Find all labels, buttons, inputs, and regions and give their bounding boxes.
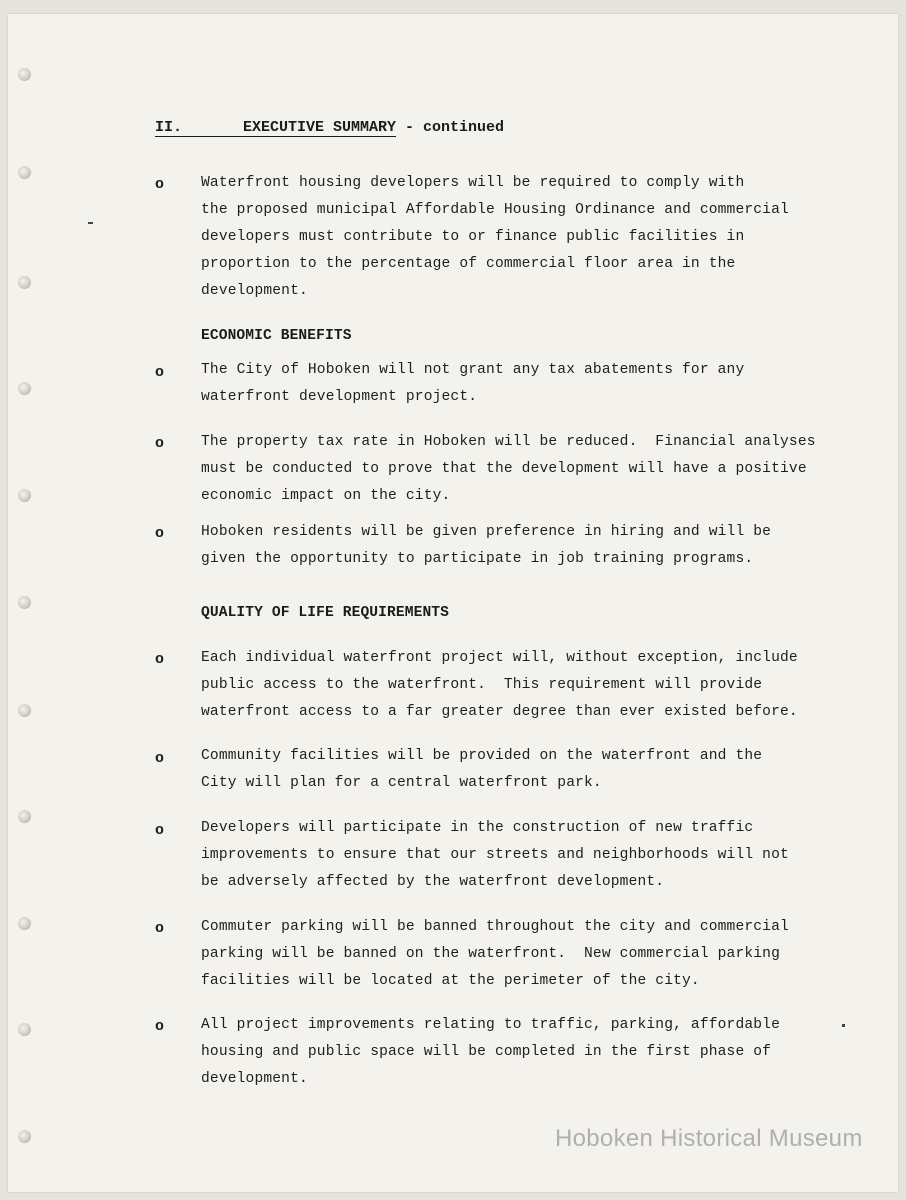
binder-hole <box>18 68 31 81</box>
heading-economic-benefits: ECONOMIC BENEFITS <box>201 328 352 344</box>
scan-speck <box>842 1024 845 1027</box>
museum-watermark: Hoboken Historical Museum <box>555 1125 863 1152</box>
bullet-marker: o <box>155 176 165 193</box>
paragraph-property-tax: The property tax rate in Hoboken will be reduced. Financial analyses must be conducted to prove that the development will have a positive economic impact on the city. <box>201 434 816 504</box>
bullet-marker: o <box>155 750 165 767</box>
paragraph-first-phase: All project improvements relating to traffic, parking, affordable housing and public space will be completed in the first phase of development. <box>201 1017 780 1087</box>
binder-hole <box>18 276 31 289</box>
binder-hole <box>18 382 31 395</box>
section-title-suffix: - continued <box>396 119 505 136</box>
bullet-marker: o <box>155 525 165 542</box>
binder-hole <box>18 1023 31 1036</box>
binder-hole <box>18 166 31 179</box>
binder-hole <box>18 810 31 823</box>
heading-quality-of-life: QUALITY OF LIFE REQUIREMENTS <box>201 605 450 621</box>
scan-speck <box>88 222 93 224</box>
paragraph-affordable-housing: Waterfront housing developers will be required to comply with the proposed municipal Affordable Housing Ordinance and commercial developers must contribute to or finance public facilities in proportion to the percentage of commercial floor area in the development. <box>201 175 789 299</box>
binder-hole <box>18 917 31 930</box>
bullet-marker: o <box>155 1018 165 1035</box>
binder-hole <box>18 1130 31 1143</box>
bullet-marker: o <box>155 651 165 668</box>
binder-hole <box>18 704 31 717</box>
paragraph-commuter-parking: Commuter parking will be banned throughout the city and commercial parking will be banned on the waterfront. New commercial parking facilities will be located at the perimeter of the city. <box>201 919 789 989</box>
bullet-marker: o <box>155 822 165 839</box>
paragraph-traffic-improvements: Developers will participate in the construction of new traffic improvements to ensure that our streets and neighborhoods will not be adversely affected by the waterfront development. <box>201 820 789 890</box>
bullet-marker: o <box>155 364 165 381</box>
paragraph-public-access: Each individual waterfront project will, without exception, include public access to the waterfront. This requirement will provide waterfront access to a far greater degree than ever existed before. <box>201 650 798 720</box>
bullet-marker: o <box>155 435 165 452</box>
paragraph-hiring-preference: Hoboken residents will be given preference in hiring and will be given the opportunity to participate in job training programs. <box>201 524 772 567</box>
paragraph-community-facilities: Community facilities will be provided on the waterfront and the City will plan for a central waterfront park. <box>201 748 763 791</box>
paragraph-tax-abatements: The City of Hoboken will not grant any tax abatements for any waterfront development project. <box>201 362 745 405</box>
binder-hole <box>18 489 31 502</box>
section-title: EXECUTIVE SUMMARY <box>243 119 397 136</box>
section-header <box>155 119 504 137</box>
bullet-marker: o <box>155 920 165 937</box>
binder-hole <box>18 596 31 609</box>
section-number: II. <box>155 119 243 137</box>
